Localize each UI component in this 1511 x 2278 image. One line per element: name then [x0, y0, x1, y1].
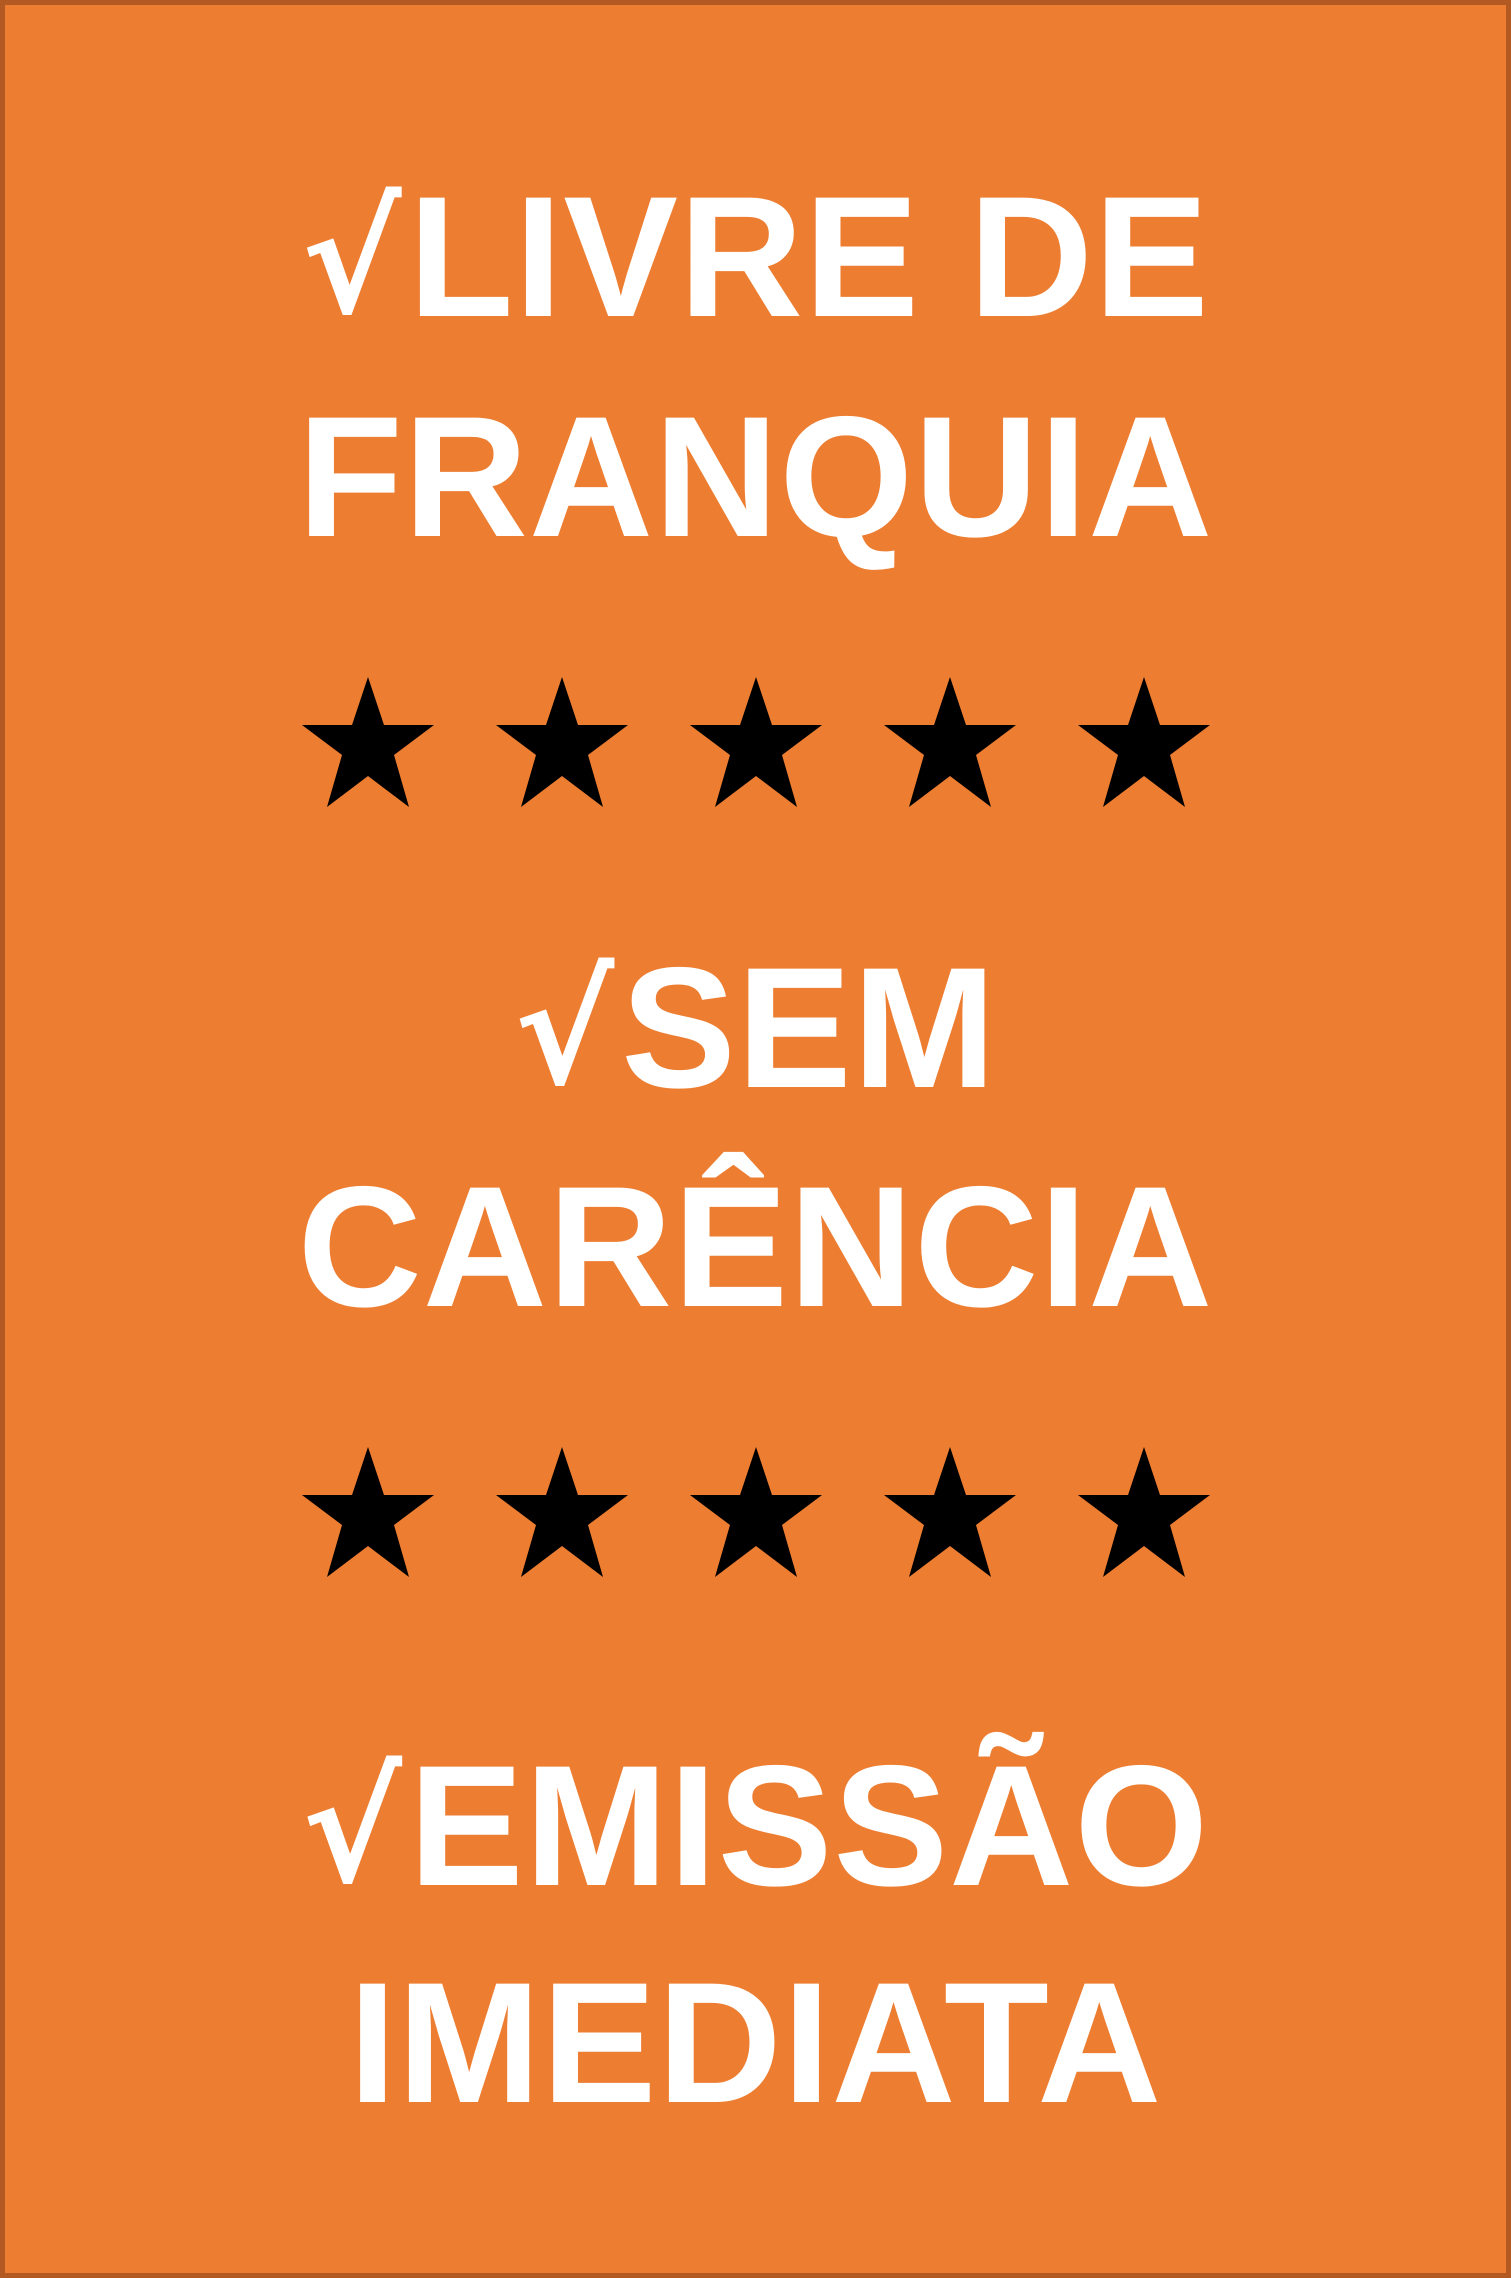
benefit-1-text-1: LIVRE DE — [408, 161, 1210, 353]
star-row-2 — [5, 1447, 1506, 1579]
benefit-2-line-2: CARÊNCIA — [297, 1151, 1214, 1343]
star-icon — [492, 677, 632, 809]
check-icon: √ — [301, 1743, 403, 1917]
star-icon — [880, 1447, 1020, 1579]
benefit-3-line-1 — [5, 1730, 1506, 1922]
benefit-2-text-1: SEM — [621, 932, 997, 1124]
star-icon — [1074, 1447, 1214, 1579]
check-icon: √ — [514, 945, 616, 1119]
star-icon — [686, 677, 826, 809]
star-row-1 — [5, 677, 1506, 809]
check-icon: √ — [301, 174, 403, 348]
star-icon — [880, 677, 1020, 809]
star-icon — [298, 1447, 438, 1579]
star-icon — [298, 677, 438, 809]
star-icon — [1074, 677, 1214, 809]
star-icon — [492, 1447, 632, 1579]
benefit-1-line-2: FRANQUIA — [297, 381, 1214, 573]
benefit-2-line-1 — [5, 932, 1506, 1124]
benefit-3-line-2: IMEDIATA — [348, 1947, 1163, 2139]
benefit-3-text-1: EMISSÃO — [408, 1730, 1210, 1922]
benefit-1-line-1 — [5, 161, 1506, 353]
star-icon — [686, 1447, 826, 1579]
